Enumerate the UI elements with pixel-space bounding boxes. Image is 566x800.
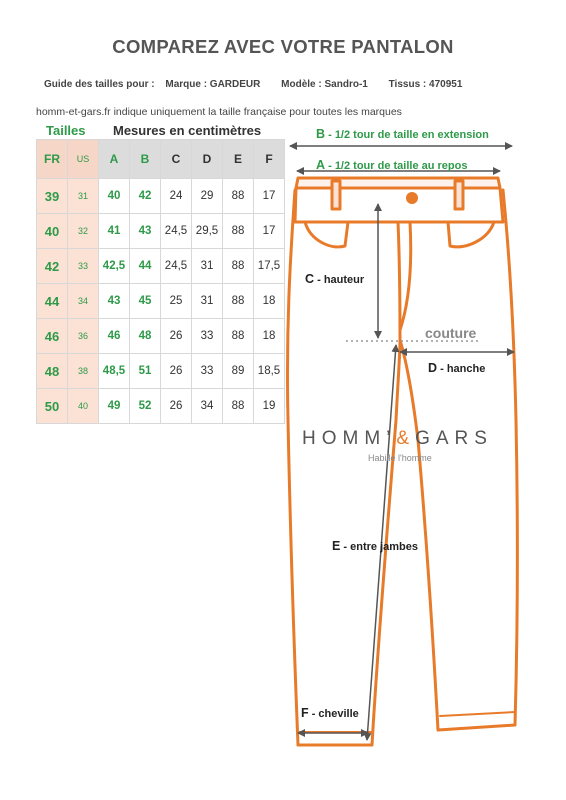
- cell-c: 24: [161, 179, 192, 214]
- cell-f: 17: [254, 214, 285, 249]
- cell-e: 89: [223, 354, 254, 389]
- cell-e: 88: [223, 284, 254, 319]
- cell-d: 34: [192, 389, 223, 424]
- brand-tagline: Habille l'homme: [368, 453, 432, 463]
- cell-a: 41: [99, 214, 130, 249]
- cell-c: 26: [161, 319, 192, 354]
- cell-a: 49: [99, 389, 130, 424]
- cell-e: 88: [223, 179, 254, 214]
- header-c: C: [161, 140, 192, 179]
- label-d: D - hanche: [428, 361, 486, 375]
- brand-logo: HOMM’&GARS: [302, 428, 493, 449]
- header-fr: FR: [37, 140, 68, 179]
- cell-us: 38: [68, 354, 99, 389]
- guide-fabric: Tissus : 470951: [388, 79, 463, 90]
- cell-fr: 44: [37, 284, 68, 319]
- cell-b: 48: [130, 319, 161, 354]
- header-us: US: [68, 140, 99, 179]
- cell-us: 36: [68, 319, 99, 354]
- cell-a: 43: [99, 284, 130, 319]
- cell-d: 33: [192, 319, 223, 354]
- label-e: E - entre jambes: [332, 539, 418, 553]
- label-c: C - hauteur: [305, 272, 365, 286]
- cell-b: 42: [130, 179, 161, 214]
- guide-model: Modèle : Sandro-1: [281, 79, 368, 90]
- cell-us: 31: [68, 179, 99, 214]
- cell-c: 26: [161, 389, 192, 424]
- sizes-heading: Tailles: [46, 123, 86, 138]
- page-title: COMPAREZ AVEC VOTRE PANTALON: [112, 36, 454, 57]
- label-b: B - 1/2 tour de taille en extension: [316, 127, 489, 141]
- cell-fr: 42: [37, 249, 68, 284]
- cell-b: 51: [130, 354, 161, 389]
- button-icon: [406, 192, 418, 204]
- cell-c: 25: [161, 284, 192, 319]
- cell-d: 33: [192, 354, 223, 389]
- cell-c: 26: [161, 354, 192, 389]
- cell-d: 31: [192, 249, 223, 284]
- cell-e: 88: [223, 389, 254, 424]
- sizing-note: homm-et-gars.fr indique uniquement la taille française pour toutes les marques: [36, 106, 402, 118]
- cell-e: 88: [223, 319, 254, 354]
- header-b: B: [130, 140, 161, 179]
- cell-b: 52: [130, 389, 161, 424]
- cell-us: 32: [68, 214, 99, 249]
- header-e: E: [223, 140, 254, 179]
- cell-e: 88: [223, 214, 254, 249]
- header-a: A: [99, 140, 130, 179]
- cell-b: 45: [130, 284, 161, 319]
- cell-a: 46: [99, 319, 130, 354]
- cell-fr: 39: [37, 179, 68, 214]
- cell-fr: 46: [37, 319, 68, 354]
- cell-e: 88: [223, 249, 254, 284]
- cell-c: 24,5: [161, 249, 192, 284]
- cell-f: 18: [254, 284, 285, 319]
- cell-f: 17: [254, 179, 285, 214]
- header-d: D: [192, 140, 223, 179]
- cell-b: 44: [130, 249, 161, 284]
- cell-a: 42,5: [99, 249, 130, 284]
- cell-f: 18,5: [254, 354, 285, 389]
- guide-label: Guide des tailles pour :: [44, 79, 155, 90]
- header-f: F: [254, 140, 285, 179]
- cell-d: 29,5: [192, 214, 223, 249]
- cell-f: 18: [254, 319, 285, 354]
- couture-label: couture: [425, 325, 477, 341]
- cell-c: 24,5: [161, 214, 192, 249]
- cell-f: 19: [254, 389, 285, 424]
- cell-us: 40: [68, 389, 99, 424]
- guide-brand: Marque : GARDEUR: [165, 79, 261, 90]
- measures-heading: Mesures en centimètres: [113, 123, 262, 138]
- cell-d: 31: [192, 284, 223, 319]
- cell-d: 29: [192, 179, 223, 214]
- cell-b: 43: [130, 214, 161, 249]
- cell-a: 48,5: [99, 354, 130, 389]
- cell-fr: 48: [37, 354, 68, 389]
- cell-fr: 40: [37, 214, 68, 249]
- cell-fr: 50: [37, 389, 68, 424]
- label-a: A - 1/2 tour de taille au repos: [316, 158, 468, 172]
- cell-us: 34: [68, 284, 99, 319]
- label-f: F - cheville: [301, 706, 359, 720]
- cell-f: 17,5: [254, 249, 285, 284]
- cell-a: 40: [99, 179, 130, 214]
- cell-us: 33: [68, 249, 99, 284]
